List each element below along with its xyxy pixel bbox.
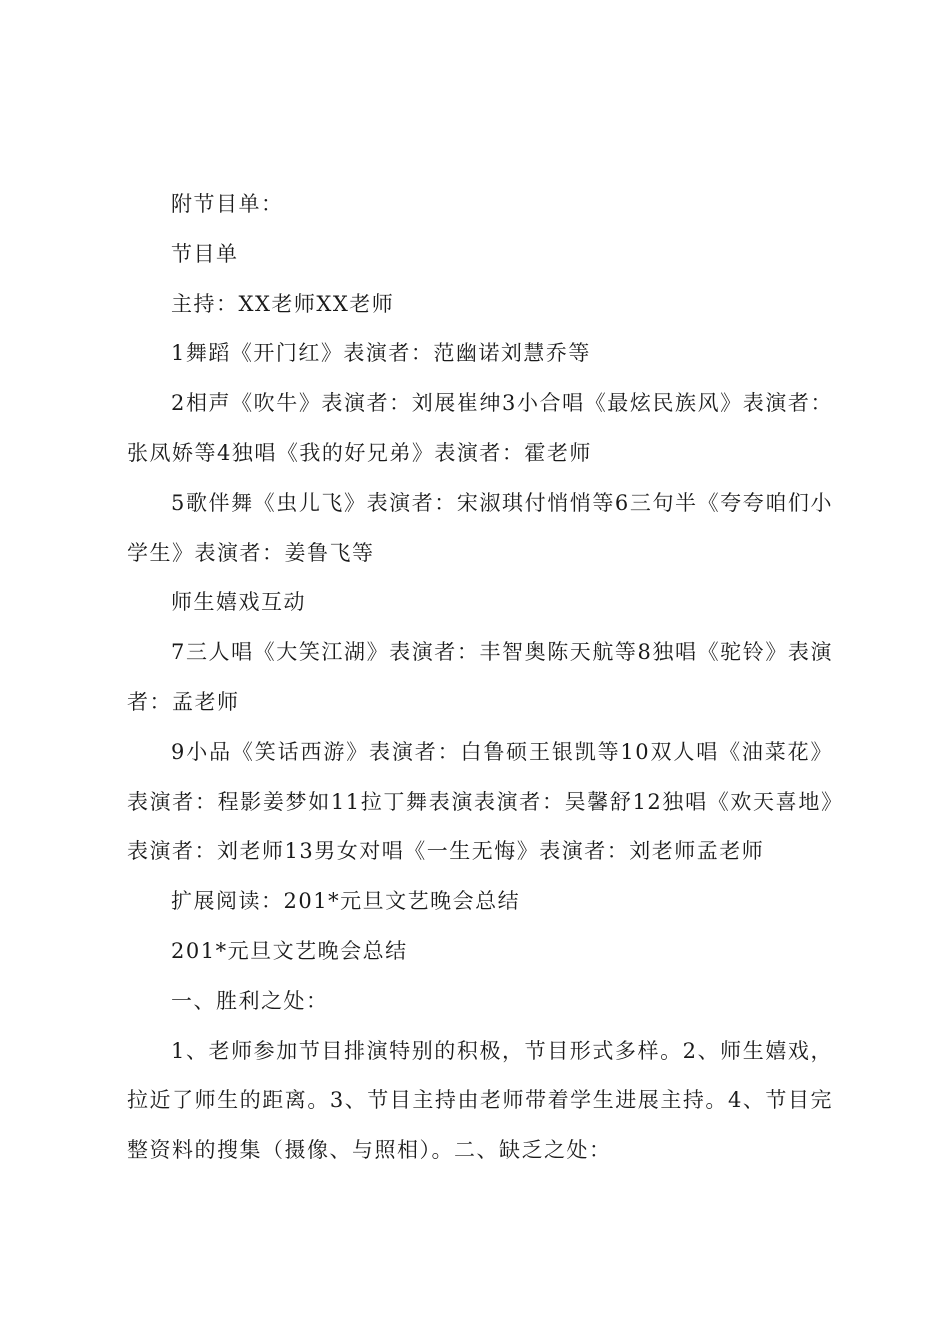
successes-paragraph: 1、老师参加节目排演特别的积极，节目形式多样。2、师生嬉戏，拉近了师生的距离。3、节目主持由老师带着学生进展主持。4、节目完整资料的搜集（摄像、与照相）。二、缺乏之处： [127,1038,833,1163]
extended-reading-line: 扩展阅读：201*元旦文艺晚会总结 [171,889,521,914]
program-items-2-4: 2相声《吹牛》表演者：刘展崔绅3小合唱《最炫民族风》表演者：张凤娇等4独唱《我的好兄弟》表演者：霍老师 [127,391,833,465]
program-items-9-13: 9小品《笑话西游》表演者：白鲁硕王银凯等10双人唱《油菜花》表演者：程影姜梦如11拉丁舞表演表演者：吴馨舒12独唱《欢天喜地》表演者：刘老师13男女对唱《一生无悔》表演者：刘老师孟老师 [127,739,833,864]
heading-attached-program-list: 附节目单： [171,192,284,216]
summary-title: 201*元旦文艺晚会总结 [171,938,408,963]
program-items-7-8: 7三人唱《大笑江湖》表演者：丰智奥陈天航等8独唱《驼铃》表演者：孟老师 [127,640,833,714]
program-items-5-6: 5歌伴舞《虫儿飞》表演者：宋淑琪付悄悄等6三句半《夸夸咱们小学生》表演者：姜鲁飞等 [127,490,833,565]
host-line: 主持：XX老师XX老师 [171,291,395,316]
program-item-1: 1舞蹈《开门红》表演者：范幽诺刘慧乔等 [171,341,591,366]
section-successes-heading: 一、胜利之处： [171,988,329,1013]
interactive-game-line: 师生嬉戏互动 [171,590,306,615]
heading-program-list: 节目单 [171,241,239,266]
document-body [127,180,833,1176]
